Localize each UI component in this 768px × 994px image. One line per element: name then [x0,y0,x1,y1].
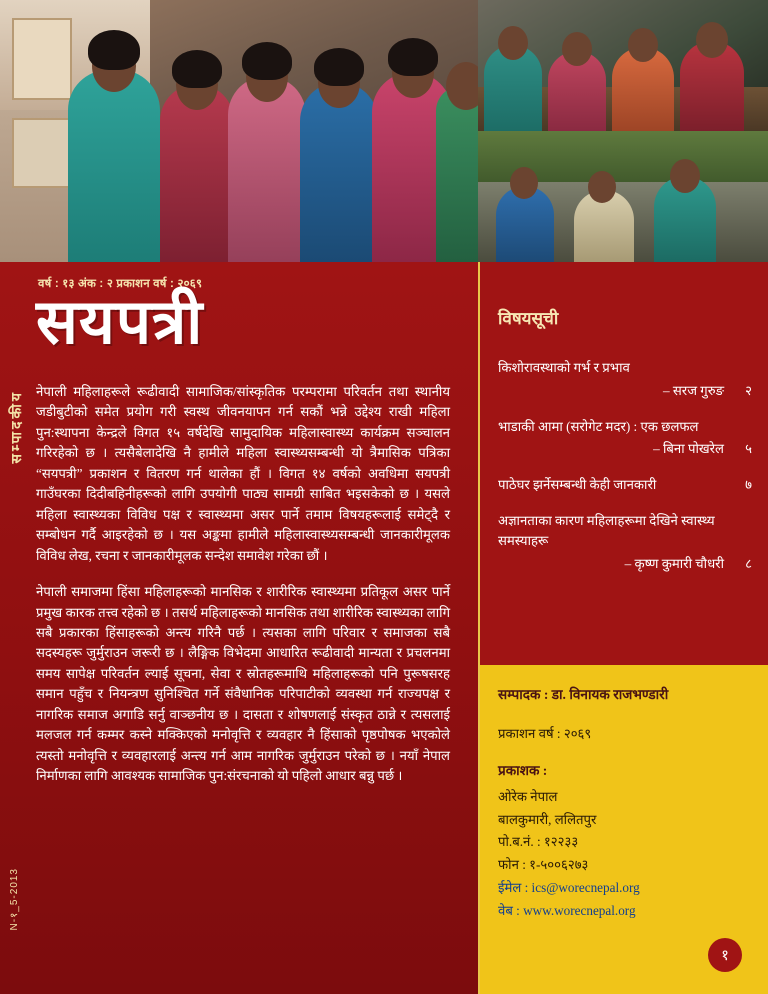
publisher-website[interactable]: वेब : www.worecnepal.org [498,902,636,918]
photo-person-2-hair [242,42,292,80]
photo-person-speaker-hair [88,30,140,70]
photo-field-activity [478,131,768,262]
photo-meeting-group [478,0,768,131]
toc-title: विषयसूची [498,309,559,328]
issue-code: N-१_5-2013 [9,867,20,930]
photo-large-group-women [0,0,478,262]
publication-year: प्रकाशन वर्ष : २०६९ [498,726,592,741]
editor-line: सम्पादक : डा. विनायक राजभण्डारी [498,687,669,702]
editorial-text [36,382,450,800]
toc-entry-page: ७ [745,477,752,493]
publisher-name: ओरेक नेपाल [498,789,558,804]
photo-meeting-person-4-head [696,22,728,58]
photo-field-person-3-head [670,159,700,193]
photo-person-5-head [446,62,478,110]
publisher-address: बालकुमारी, ललितपुर [498,811,597,827]
table-of-contents [478,262,768,662]
photo-person-speaker [68,70,160,262]
photo-person-3 [300,82,378,262]
photo-person-4-hair [388,38,438,76]
section-label-editorial: सम्पादकीय [8,390,24,464]
photo-person-3-hair [314,48,364,86]
page-number-badge: १ [708,938,742,972]
toc-entry-page: ५ [745,441,752,457]
photo-right-stack [478,0,768,262]
editorial-paragraph-1: नेपाली महिलाहरूले रूढीवादी सामाजिक/सांस्कृतिक परम्परामा परिवर्तन तथा स्थानीय जडीबुटीको समेत प्रयोग गरी स्वस्थ जीवनयापन गर्न सकौं भन्ने उद्देश्य राखी महिला पुन:स्थापना केन्द्रले विगत १५ वर्षदेखि सामुदायिक महिलास्वास्थ्य कार्यक्रम सञ्चालन गरिरहेको छ । त्यसैबेलादेखि नै हामीले महिला स्वास्थ्यसम्बन्धी यो त्रैमासिक पत्रिका “सयपत्री” प्रकाशन र वितरण गर्न थालेका हौं । विगत १४ वर्षको अवधिमा सयपत्री गाउँघरका दिदीबहिनीहरूको लागि उपयोगी पाठ्य सामग्री साबित भइसकेको छ । यसले महिला स्वास्थ्यका विविध पक्ष र स्वास्थ्यमा असर पार्ने तमाम विषयहरूलाई समेट्दै र सम्बोधन गर्दै आइरहेको छ । यस अङ्कमा हामीले महिलास्वास्थ्यसम्बन्धी जानकारीमूलक विविध लेख, रचना र जानकारीमूलक सन्देश समावेश गरेका छौं । [36,384,450,563]
issue-line: वर्ष : १३ अंक : २ प्रकाशन वर्ष : २०६९ [38,278,203,290]
editorial-column [0,262,478,994]
imprint-box [478,662,768,994]
photo-meeting-person-3-head [628,28,658,62]
magazine-title: सयपत्री [36,289,204,357]
toc-list [498,358,752,589]
toc-entry-page: ८ [745,555,752,571]
photo-poster-2 [12,118,72,188]
publisher-phone: फोन : १-५००६२७३ [498,857,589,873]
toc-entry[interactable] [498,511,752,573]
publisher-email[interactable]: ईमेल : ics@worecnepal.org [498,879,640,895]
toc-entry-author: – कृष्ण कुमारी चौधरी [624,555,724,571]
toc-entry[interactable] [498,417,752,460]
photo-person-1 [160,84,234,262]
editorial-paragraph-2: नेपाली समाजमा हिंसा महिलाहरूको मानसिक र शारीरिक स्वास्थ्यमा प्रतिकूल असर पार्ने प्रमुख कारक तत्त्व रहेको छ । तसर्थ महिलाहरूको मानसिक तथा शारीरिक स्वास्थ्यका लागि सबै प्रकारका हिंसाहरूको अन्त्य गरिनै पर्छ । त्यसका लागि परिवार र समाजका सबै सदस्यहरू जुर्मुराउन जरूरी छ । लैङ्गिक विभेदमा आधारित रूढीवादी मान्यता र प्रचलनमा समय सापेक्ष परिवर्तन ल्याई सूचना, सेवा र स्रोतहरूमाथि महिलाहरूको पनि पुरूषसरह समान पहुँच र नियन्त्रण सुनिश्चित गर्ने संवैधानिक परिपाटीको व्यवस्था गर्न राज्यपक्ष र नागरिक समाज अगाडि सर्नु वाञ्छनीय छ । दासता र शोषणलाई संस्कृत ठान्ने र त्यसलाई मलजल गर्न कम्मर कस्ने मक्किएको मनोवृत्ति र व्यवहार नै हिंसाको पृष्ठपोषक भएकोले त्यस्तो मनोवृत्ति र व्यवहारलाई अन्त्य गर्न आम नागरिक जुर्मुराउन परेको छ । नयाँ नेपाल निर्माणका लागि आवश्यक सामाजिक पुन:संरचनाको यो पहिलो आधार बन्नु पर्छ । [36,584,450,784]
photo-poster-1 [12,18,72,100]
photo-person-1-hair [172,50,222,88]
publisher-details [498,786,748,922]
photo-field-person-1-head [510,167,538,199]
photo-meeting-person-2-head [562,32,592,66]
toc-entry-title: किशोरावस्थाको गर्भ र प्रभाव [498,360,630,375]
photo-meeting-person-1-head [498,26,528,60]
photo-band [0,0,768,262]
toc-entry-title: भाडाकी आमा (सरोगेट मदर) : एक छलफल [498,418,699,434]
publisher-pobox: पो.ब.नं. : १२२३३ [498,834,579,850]
toc-entry-title: अज्ञानताका कारण महिलाहरूमा देखिने स्वास्थ्य समस्याहरू [498,512,715,548]
content-band [0,262,768,994]
photo-person-2 [228,76,306,262]
right-column [478,262,768,994]
toc-entry-author: – सरज गुरुङ [663,382,724,398]
toc-entry[interactable] [498,358,752,401]
toc-entry-author: – बिना पोखरेल [653,441,724,457]
photo-field-person-2-head [588,171,616,203]
publisher-label: प्रकाशक : [498,763,548,778]
toc-entry-title: पाठेघर झर्नेसम्बन्धी केही जानकारी [498,477,657,493]
photo-person-5 [436,86,478,262]
toc-entry[interactable] [498,475,752,495]
toc-entry-page: २ [745,382,752,398]
